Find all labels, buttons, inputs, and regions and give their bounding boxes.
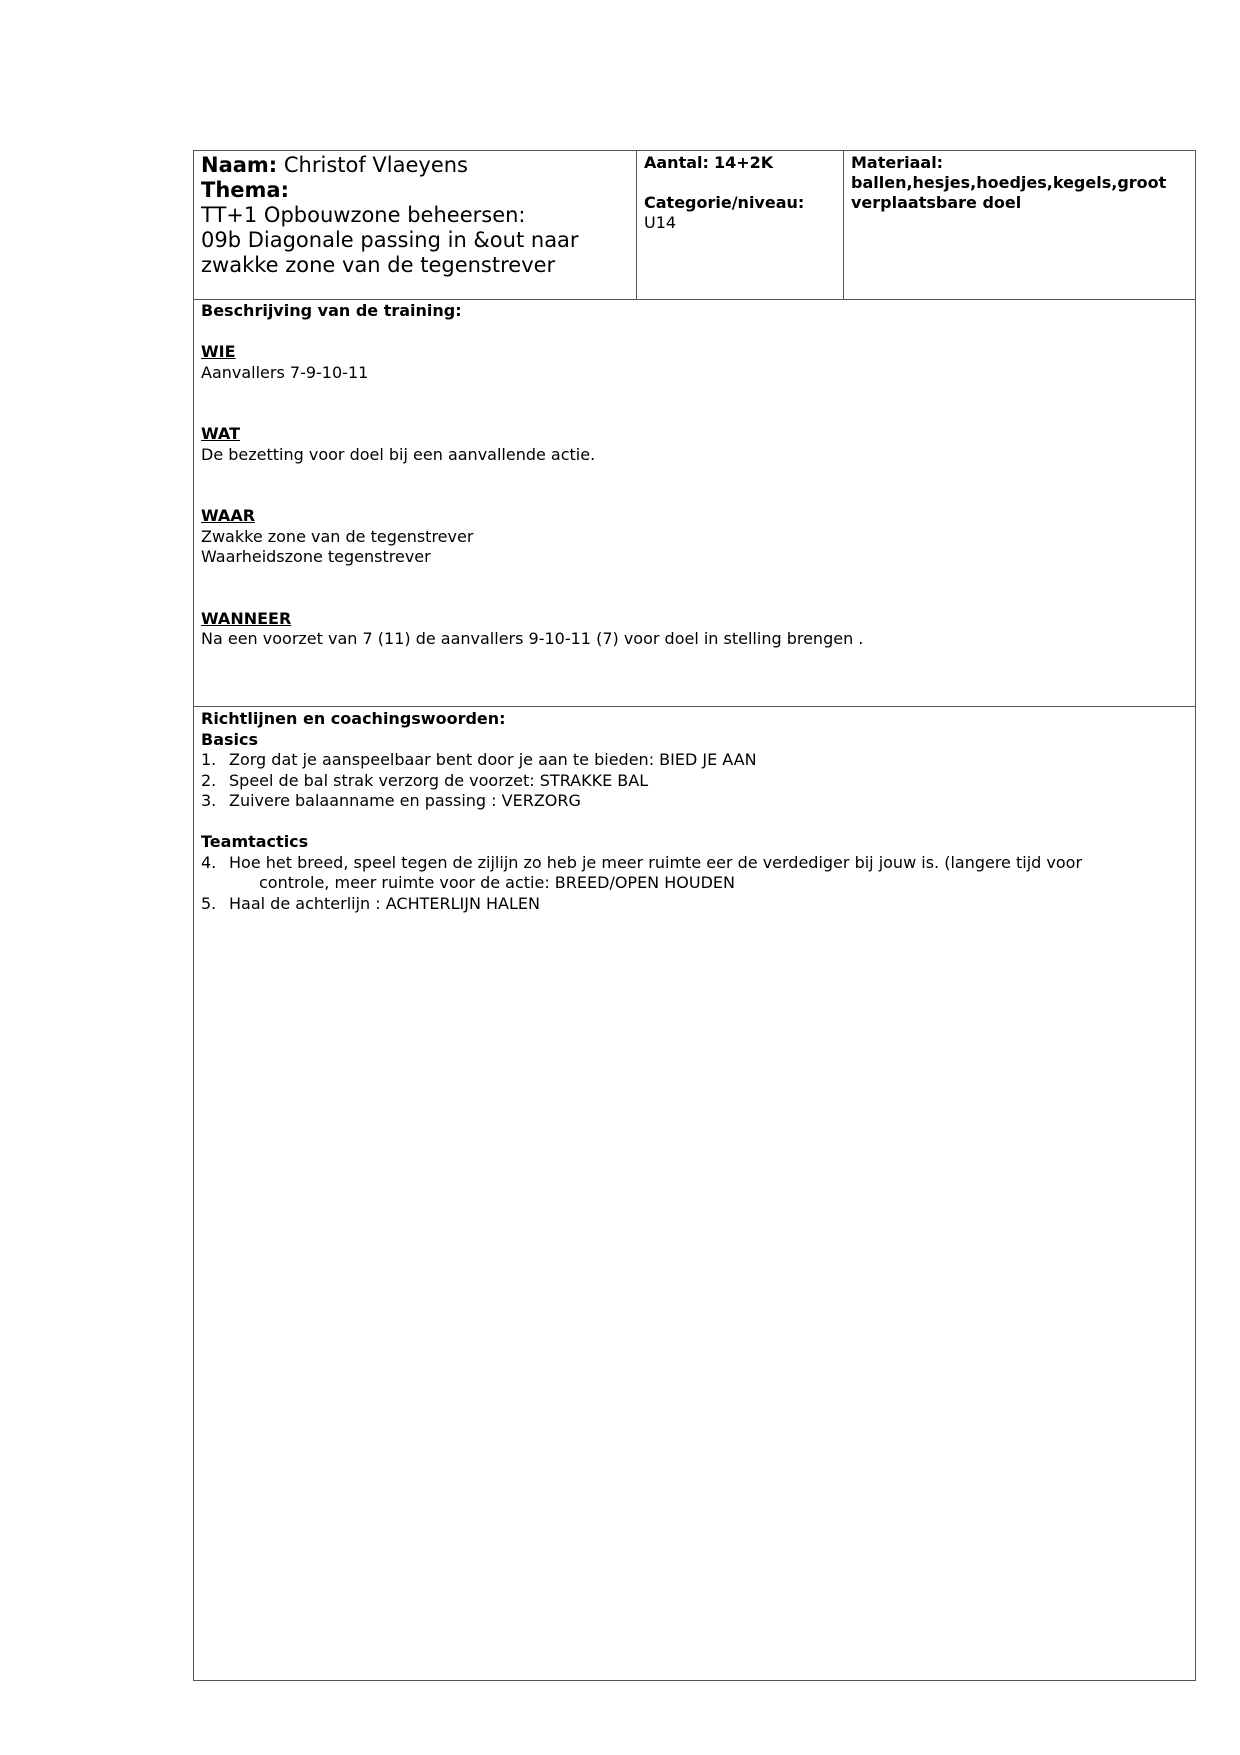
materiaal-label: Materiaal: xyxy=(851,153,944,172)
categorie-label: Categorie/niveau: xyxy=(644,193,805,212)
list-item xyxy=(201,750,1188,771)
list-item-number: 3. xyxy=(201,791,217,810)
thema-line-1: TT+1 Opbouwzone beheersen: xyxy=(201,203,526,227)
wanneer-label: WANNEER xyxy=(201,608,292,628)
list-item-continuation: controle, meer ruimte voor de actie: BREED/OPEN HOUDEN xyxy=(259,873,735,892)
richtlijnen-title: Richtlijnen en coachingswoorden: xyxy=(201,709,506,728)
list-item-number: 4. xyxy=(201,852,217,872)
list-item-text: Speel de bal strak verzorg de voorzet: STRAKKE BAL xyxy=(229,770,649,790)
wie-text: Aanvallers 7-9-10-11 xyxy=(201,362,369,382)
thema-label: Thema: xyxy=(201,178,289,202)
waar-label: WAAR xyxy=(201,506,256,525)
wat-label: WAT xyxy=(201,424,240,443)
basics-title: Basics xyxy=(201,729,259,749)
naam-value: Christof Vlaeyens xyxy=(277,153,468,177)
aantal-categorie-cell xyxy=(637,151,844,299)
list-item-text: Zorg dat je aanspeelbaar bent door je aan te bieden: BIED JE AAN xyxy=(229,750,757,769)
list-item-number: 2. xyxy=(201,770,217,790)
header-row xyxy=(194,151,1195,300)
list-item xyxy=(201,894,1188,915)
list-item-number: 1. xyxy=(201,750,217,769)
materiaal-cell xyxy=(844,151,1195,299)
materiaal-line-1: ballen,hesjes,hoedjes,kegels,groot xyxy=(851,173,1167,192)
aantal-value: 14+2K xyxy=(714,153,774,172)
thema-line-3: zwakke zone van de tegenstrever xyxy=(201,253,556,277)
list-item-text: Haal de achterlijn : ACHTERLIJN HALEN xyxy=(229,893,540,913)
materiaal-line-2: verplaatsbare doel xyxy=(851,193,1022,212)
waar-text-1: Zwakke zone van de tegenstrever xyxy=(201,526,474,546)
richtlijnen-section xyxy=(194,707,1195,1680)
categorie-value: U14 xyxy=(644,213,677,232)
naam-label: Naam: xyxy=(201,153,278,177)
waar-text-2: Waarheidszone tegenstrever xyxy=(201,547,431,566)
beschrijving-title: Beschrijving van de training: xyxy=(201,301,462,320)
training-sheet xyxy=(193,150,1196,1681)
teamtactics-title: Teamtactics xyxy=(201,832,309,851)
wanneer-text: Na een voorzet van 7 (11) de aanvallers 9-10-11 (7) voor doel in stelling brengen . xyxy=(201,629,864,648)
wat-text: De bezetting voor doel bij een aanvallende actie. xyxy=(201,444,596,464)
list-item xyxy=(201,791,1188,812)
naam-line xyxy=(201,153,629,178)
aantal-line xyxy=(644,153,836,173)
list-item-number: 5. xyxy=(201,893,217,913)
thema-line-2: 09b Diagonale passing in &out naar xyxy=(201,228,579,252)
list-item-text: Zuivere balaanname en passing : VERZORG xyxy=(229,791,581,810)
wie-label: WIE xyxy=(201,342,236,361)
list-item xyxy=(201,771,1188,792)
list-item xyxy=(201,853,1188,874)
aantal-label: Aantal: xyxy=(644,153,709,172)
beschrijving-section xyxy=(194,300,1195,707)
list-item-text: Hoe het breed, speel tegen de zijlijn zo heb je meer ruimte eer de verdediger bij jouw is. (langere tijd voor xyxy=(229,852,1083,872)
naam-thema-cell xyxy=(194,151,637,299)
